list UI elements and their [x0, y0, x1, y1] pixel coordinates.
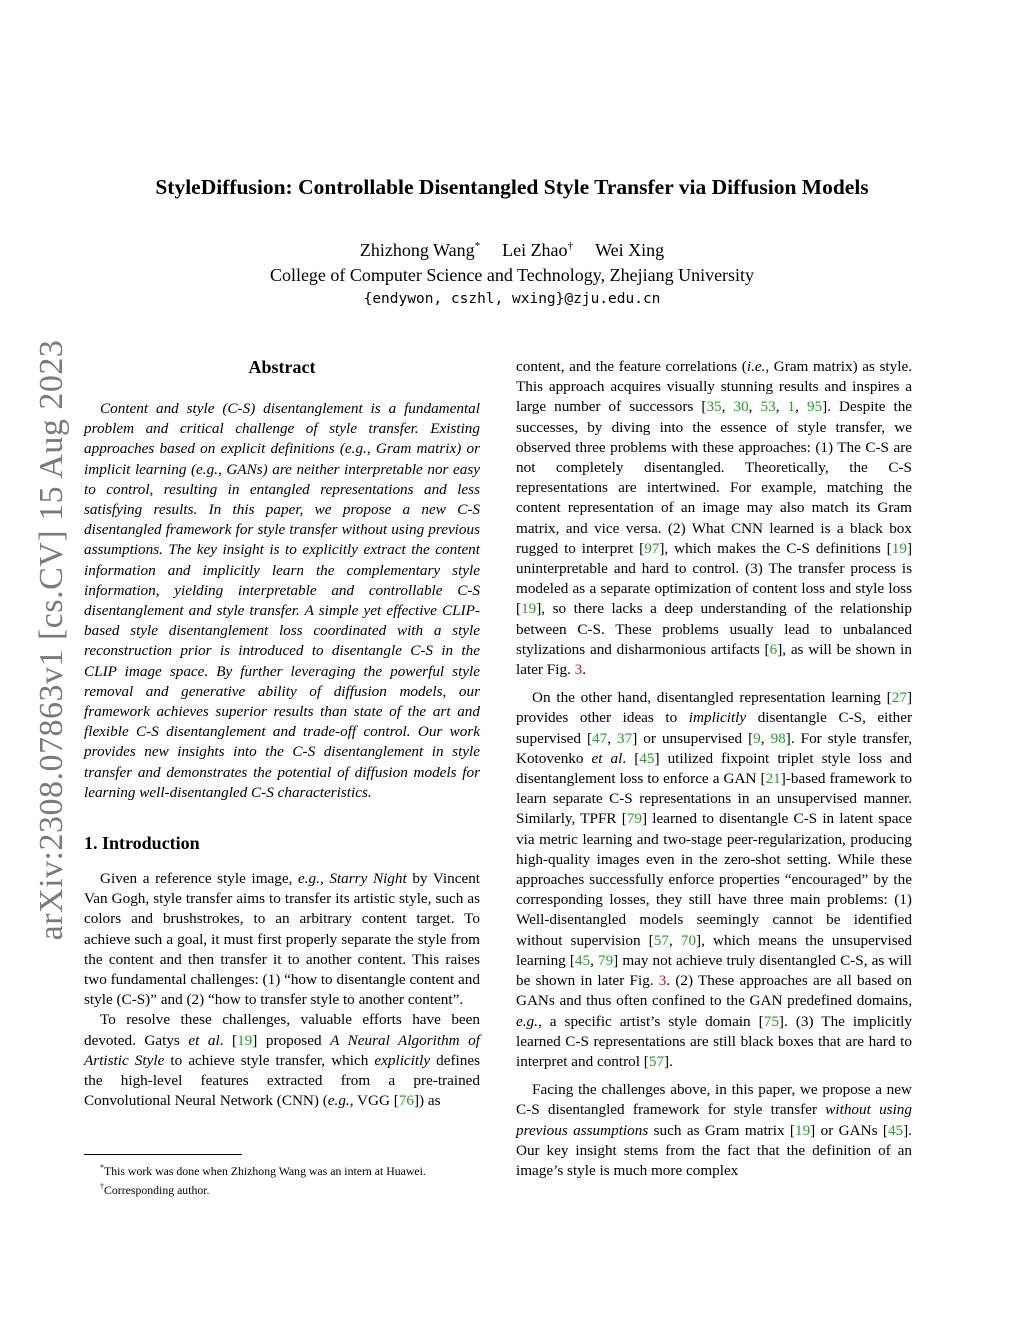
citation-link[interactable]: 9	[753, 729, 761, 747]
footnote: *This work was done when Zhizhong Wang was an intern at Huawei.	[100, 1163, 426, 1178]
citation-link[interactable]: 6	[769, 640, 778, 658]
intro-paragraph: To resolve these challenges, valuable efforts have been devoted. Gatys et al. [19] proposed A Neural Algorithm of Artistic Style to achieve style transfer, which explicitly defines the high-level features extracted from a pre-trained Convolutional Neural Network (CNN) (e.g., VGG [76]) as	[84, 1011, 481, 1110]
intro-paragraph: Given a reference style image, e.g., Starry Night by Vincent Van Gogh, style transfer aims to transfer its artistic style, such as colors and brushstrokes, to an arbitrary content target. To achieve such a goal, it must first properly separate the style from the content and then transfer it to another content. This raises two fundamental challenges: (1) “how to disentangle content and style (C-S)” and (2) “how to transfer style to another content”.	[84, 870, 481, 1009]
citation-link[interactable]: 45	[887, 1121, 904, 1139]
abstract-heading: Abstract	[248, 357, 316, 377]
section-heading-introduction: 1. Introduction	[84, 833, 200, 854]
citation-link[interactable]: 75	[763, 1012, 779, 1030]
author-mark: *	[474, 240, 481, 252]
affiliation: College of Computer Science and Technology, Zhejiang University	[269, 265, 755, 285]
citation-link[interactable]: 98	[770, 729, 786, 747]
left-column	[84, 355, 480, 1112]
footnotes	[84, 1154, 480, 1198]
citation-link[interactable]: 47	[592, 729, 608, 747]
citation-link[interactable]: 21	[765, 770, 781, 788]
footnote-divider	[84, 1154, 242, 1155]
citation-link[interactable]: 27	[891, 689, 907, 707]
citation-link[interactable]: 53	[760, 398, 776, 416]
abstract-text: Content and style (C-S) disentanglement is a fundamental problem and critical challenge of style transfer. Existing approaches based on explicit definitions (e.g., Gram matrix) or implicit learning (e.g., GANs) are neither interpretable nor easy to control, resulting in entangled representations and less satisfying results. In this paper, we propose a new C-S disentangled framework for style transfer without using previous assumptions. The key insight is to explicitly extract the content information and implicitly learn the complementary style information, yielding interpretable and controllable C-S disentanglement and style transfer. A simple yet effective CLIP-based style disentanglement loss coordinated with a style reconstruction prior is introduced to disentangle C-S in the CLIP image space. By further leveraging the powerful style removal and generative ability of diffusion models, our framework achieves superior results than state of the art and flexible C-S disentanglement and trade-off control. Our work provides new insights into the C-S disentanglement in style transfer and demonstrates the potential of diffusion models for learning well-disentangled C-S characteristics.	[84, 400, 480, 801]
author-emails: {endywon, cszhl, wxing}@zju.edu.cn	[363, 291, 661, 307]
citation-link[interactable]: 79	[597, 951, 614, 969]
author-list	[0, 240, 1024, 261]
body-paragraph: On the other hand, disentangled representation learning [27] provides other ideas to implicitly disentangle C-S, either supervised [47, 37] or unsupervised [9, 98]. For style transfer, Kotovenko et al. [45] utilized fixpoint triplet style loss and disentanglement loss to enforce a GAN [21]-based framework to learn separate C-S representations in an unsupervised manner. Similarly, TPFR [79] learned to disentangle C-S in latent space via metric learning and two-stage peer-regularization, producing high-quality images even in the zero-shot setting. While these approaches successfully enforce properties “encouraged” by the corresponding losses, they still have three main problems: (1) Well-disentangled models seemingly cannot be identified without supervision [57, 70], which means the unsupervised learning [45, 79] may not achieve truly disentangled C-S, as will be shown in later Fig. 3. (2) These approaches are all based on GANs and thus often confined to the GAN predefined domains, e.g., a specific artist’s style domain [75]. (3) The implicitly learned C-S representations are still black boxes that are hard to interpret and control [57].	[516, 689, 913, 1070]
paper-title: StyleDiffusion: Controllable Disentangled Style Transfer via Diffusion Models	[155, 175, 869, 199]
figure-ref-link[interactable]: 3	[574, 661, 583, 679]
citation-link[interactable]: 19	[521, 600, 537, 618]
citation-link[interactable]: 19	[794, 1121, 811, 1139]
citation-link[interactable]: 45	[639, 749, 655, 767]
citation-link[interactable]: 19	[891, 539, 907, 557]
arxiv-stamp: arXiv:2308.07863v1 [cs.CV] 15 Aug 2023	[33, 339, 70, 941]
figure-ref-link[interactable]: 3	[658, 972, 667, 990]
citation-link[interactable]: 76	[398, 1092, 414, 1110]
citation-link[interactable]: 45	[574, 951, 591, 969]
citation-link[interactable]: 30	[733, 398, 749, 416]
body-paragraph: Facing the challenges above, in this paper, we propose a new C-S disentangled framework for style transfer without using previous assumptions such as Gram matrix [19] or GANs [45]. Our key insight stems from the fact that the definition of an image’s style is much more complex	[516, 1081, 912, 1179]
citation-link[interactable]: 95	[806, 398, 823, 416]
author-mark: †	[567, 240, 574, 252]
footnote: †Corresponding author.	[100, 1181, 210, 1197]
citation-link[interactable]: 37	[617, 729, 633, 747]
citation-link[interactable]: 57	[653, 931, 669, 949]
author-name: Wei Xing	[595, 240, 665, 260]
author-name: Lei Zhao	[502, 240, 568, 260]
citation-link[interactable]: 97	[644, 539, 660, 557]
citation-link[interactable]: 35	[706, 398, 722, 416]
citation-link[interactable]: 57	[648, 1052, 665, 1070]
citation-link[interactable]: 19	[237, 1031, 253, 1049]
right-column	[516, 357, 912, 1181]
body-paragraph: content, and the feature correlations (i.e., Gram matrix) as style. This approach acquires visually stunning results and inspires a large number of successors [35, 30, 53, 1, 95]. Despite the successes, by diving into the essence of style transfer, we observed three problems with these approaches: (1) The C-S are not completely disentangled. Theoretically, the C-S representations are intertwined. For example, matching the content representation of an image may also match its Gram matrix, and vice versa. (2) What CNN learned is a black box rugged to interpret [97], which makes the C-S definitions [19] uninterpretable and hard to control. (3) The transfer process is modeled as a separate optimization of content loss and style loss [19], so there lacks a deep understanding of the relationship between C-S. These problems usually lead to unbalanced stylizations and disharmonious artifacts [6], as will be shown in later Fig. 3.	[516, 358, 913, 679]
author-name: Zhizhong Wang	[359, 240, 475, 260]
citation-link[interactable]: 70	[680, 931, 697, 949]
citation-link[interactable]: 79	[626, 810, 642, 828]
citation-link[interactable]: 1	[787, 398, 796, 416]
